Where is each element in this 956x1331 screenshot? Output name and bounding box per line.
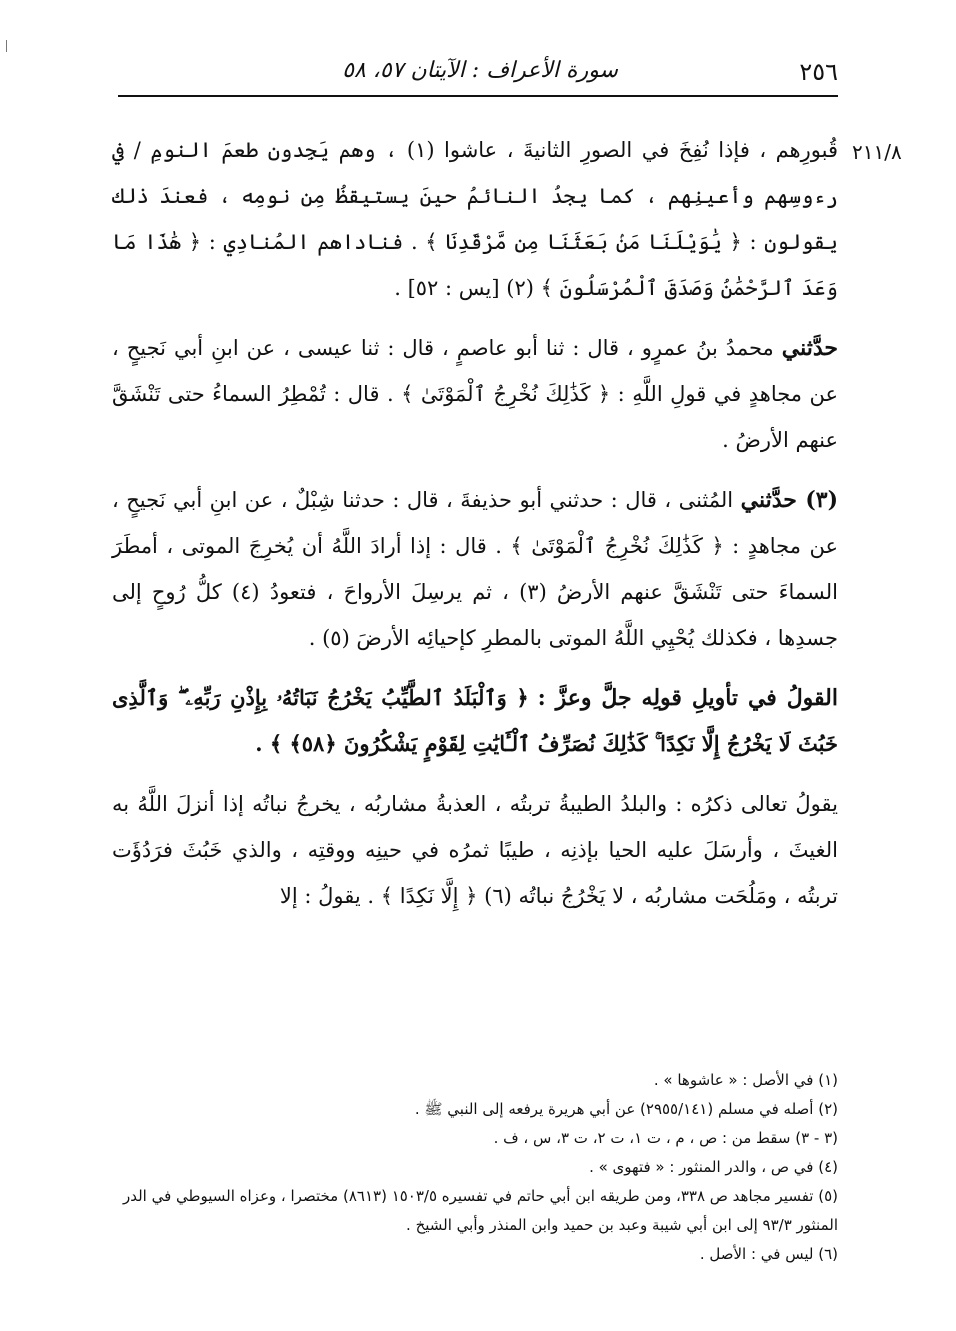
paragraph-lead: حدَّثني bbox=[781, 335, 838, 361]
paragraph bbox=[112, 127, 838, 311]
paragraph-text: ﴿ وَٱلْبَلَدُ ٱلطَّيِّبُ يَخْرُجُ نَبَاتُهُۥ بِإِذْنِ رَبِّهِۦ ۖ وَٱلَّذِى خَبُثَ لَا يَخْرُجُ إِلَّا نَكِدًا ۚ كَذَٰلِكَ نُصَرِّفُ ٱلْـَٔايَٰتِ لِقَوْمٍ يَشْكُرُونَ ﴿٥٨﴾ ﴾ . bbox=[112, 685, 838, 756]
paragraph bbox=[112, 477, 838, 661]
paragraph-text: محمدُ بنُ عمرٍو ، قال : ثنا أبو عاصمٍ ، قال : ثنا عيسى ، عن ابنِ أبي نَجيحٍ ، عن مجاهدٍ في قولِ اللَّهِ : ﴿ كَذَٰلِكَ نُخْرِجُ ٱلْمَوْتَىٰ ﴾ . قال : تُمْطِرُ السماءُ حتى تَنْشَقَّ عنهم الأرضُ . bbox=[112, 336, 838, 452]
footnote: (٦) ليس في : الأصل . bbox=[699, 1245, 838, 1263]
page-header bbox=[118, 52, 838, 88]
paragraph-lead: القولُ في تأويلِ قولِه جلَّ وعزَّ : bbox=[537, 685, 838, 711]
page-number: ٢٥٦ bbox=[799, 58, 838, 86]
paragraph-text: المُثنى ، قال : حدثني أبو حذيفةَ ، قال : حدثنا شِبْلٌ ، عن ابنِ أبي نَجيحٍ ، عن مجاهدٍ : ﴿ كَذَٰلِكَ نُخْرِجُ ٱلْمَوْتَىٰ ﴾ . قال : إذا أرادَ اللَّهُ أن يُخرِجَ الموتى ، أمطَرَ السماءَ حتى تَنْشَقَّ عنهم الأرضُ (٣) ، ثم يرسِلَ الأرواحَ ، فتعودُ (٤) كلُّ رُوحٍ إلى جسدِها ، فكذلك يُحْيِي اللَّهُ الموتى بالمطرِ كإحيائِه الأرضَ (٥) . bbox=[112, 488, 838, 650]
paragraph-text: يقولُ تعالى ذكرُه : والبلدُ الطيبةُ تربتُه ، العذبةُ مشاربُه ، يخرجُ نباتُه إذا أنزلَ اللَّهُ به الغيثَ ، وأرسَلَ عليه الحيا بإذنِه ، طيبًا ثمرُه في حينِه ووقتِه ، والذي خَبُثَ فرَدُؤَت تربتُه ، ومَلُحَت مشاربُه ، لا يَخْرُجُ نباتُه (٦) ﴿ إِلَّا نَكِدًا ﴾ . يقولُ : إلا bbox=[112, 792, 838, 908]
footnotes bbox=[118, 1066, 838, 1269]
paragraph-text: قُبورِهم ، فإذا نُفِخَ في الصورِ الثانيةَ ، عاشوا (١) ، وهم يَجِدون طعمَ النومِ / في رءوسِهم وأعينِهم ، كما يجدُ النائمُ حينَ يستيقظُ مِن نومِه ، فعندَ ذلك يقولون : ﴿ يَٰوَيْلَنَا مَنۢ بَعَثَنَا مِن مَّرْقَدِنَا ﴾ . فناداهم المُنادِي : ﴿ هَٰذَا مَا وَعَدَ ٱلرَّحْمَٰنُ وَصَدَقَ ٱلْمُرْسَلُونَ ﴾ (٢) [يس : ٥٢] . bbox=[112, 138, 838, 300]
header-rule bbox=[118, 95, 838, 97]
footnote: (٥) تفسير مجاهد ص ٣٣٨، ومن طريقه ابن أبي حاتم في تفسيره ١٥٠٣/٥ (٨٦١٣) مختصرا ، وعزاه السيوطي في الدر المنثور ٩٣/٣ إلى ابن أبي شيبة وعبد بن حميد وابن المنذر وأبي الشيخ . bbox=[122, 1187, 838, 1234]
running-title: سورة الأعراف : الآيتان ٥٧، ٥٨ bbox=[342, 58, 618, 83]
paragraph-lead: (٣) حدَّثني bbox=[740, 487, 838, 513]
paragraph bbox=[112, 675, 838, 767]
footnote: (١) في الأصل : « عاشوها » . bbox=[653, 1071, 838, 1089]
side-reference: ٢١١/٨ bbox=[852, 140, 902, 164]
paragraph bbox=[112, 325, 838, 463]
paragraph bbox=[112, 781, 838, 919]
body-text bbox=[112, 127, 838, 933]
footnote: (٢) أصله في مسلم (٢٩٥٥/١٤١) عن أبي هريرة يرفعه إلى النبي ﷺ . bbox=[414, 1100, 838, 1118]
footnote: (٣ - ٣) سقط من : ص ، م ، ت ١، ت ٢، ت ٣، س ، ف . bbox=[493, 1129, 838, 1147]
binding-mark bbox=[6, 40, 7, 52]
footnote: (٤) في ص ، والدر المنثور : « فتهوى » . bbox=[589, 1158, 838, 1176]
